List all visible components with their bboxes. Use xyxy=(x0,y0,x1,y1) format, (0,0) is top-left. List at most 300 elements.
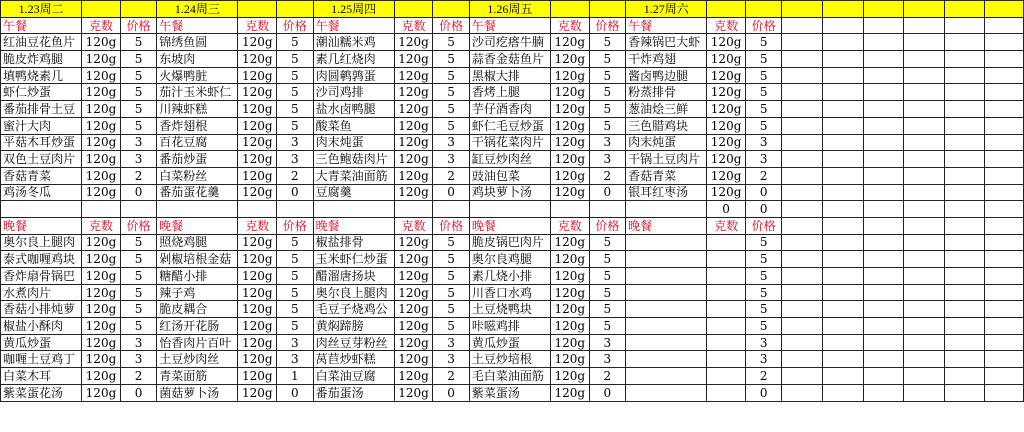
empty-cell[interactable] xyxy=(863,101,904,118)
dish-price[interactable]: 5 xyxy=(120,301,157,318)
dish-price[interactable]: 5 xyxy=(589,284,626,301)
lunch-label[interactable]: 午餐 xyxy=(469,17,550,34)
dish-price[interactable]: 0 xyxy=(277,384,314,401)
dish-grams[interactable]: 120g xyxy=(238,234,277,251)
dish-grams[interactable]: 120g xyxy=(551,384,590,401)
dish-name[interactable]: 紫菜蛋汤 xyxy=(469,384,550,401)
empty-cell[interactable] xyxy=(944,67,985,84)
dish-grams[interactable]: 120g xyxy=(82,151,121,168)
dish-name[interactable]: 葱油烩三鲜 xyxy=(626,101,707,118)
dish-grams[interactable]: 120g xyxy=(82,101,121,118)
dish-name[interactable]: 双色土豆肉片 xyxy=(1,151,82,168)
dish-name[interactable]: 香炸翅根 xyxy=(157,117,238,134)
empty-cell[interactable] xyxy=(985,384,1024,401)
empty-cell[interactable] xyxy=(707,284,746,301)
empty-cell[interactable] xyxy=(823,134,864,151)
empty-cell[interactable] xyxy=(944,368,985,385)
dish-price[interactable]: 5 xyxy=(433,34,470,51)
dish-grams[interactable]: 120g xyxy=(551,101,590,118)
empty-cell[interactable] xyxy=(823,384,864,401)
dish-price[interactable]: 5 xyxy=(277,67,314,84)
empty-cell[interactable] xyxy=(985,217,1024,234)
empty-cell[interactable] xyxy=(863,368,904,385)
empty-cell[interactable] xyxy=(985,151,1024,168)
lunch-label[interactable]: 午餐 xyxy=(626,17,707,34)
dish-price[interactable]: 5 xyxy=(277,51,314,68)
dish-name[interactable]: 沙司疙瘩牛腩 xyxy=(469,34,550,51)
price-label[interactable]: 价格 xyxy=(745,17,782,34)
dinner-label[interactable]: 晚餐 xyxy=(157,217,238,234)
dish-price[interactable]: 5 xyxy=(589,51,626,68)
empty-cell[interactable] xyxy=(904,67,945,84)
dish-name[interactable]: 三色腊鸡块 xyxy=(626,117,707,134)
grams-label[interactable]: 克数 xyxy=(82,17,121,34)
dish-grams[interactable]: 120g xyxy=(394,234,433,251)
dish-name[interactable]: 脆皮耦合 xyxy=(157,301,238,318)
empty-cell[interactable] xyxy=(944,34,985,51)
dish-name[interactable]: 三色鲍菇肉片 xyxy=(313,151,394,168)
empty-cell[interactable] xyxy=(707,251,746,268)
grams-label[interactable]: 克数 xyxy=(551,17,590,34)
dish-grams[interactable]: 120g xyxy=(82,67,121,84)
dish-grams[interactable]: 120g xyxy=(551,117,590,134)
empty-cell[interactable] xyxy=(904,184,945,201)
empty-cell[interactable] xyxy=(944,134,985,151)
dish-price[interactable]: 5 xyxy=(589,84,626,101)
empty-cell[interactable] xyxy=(120,201,157,218)
empty-cell[interactable] xyxy=(277,201,314,218)
grams-label[interactable]: 克数 xyxy=(551,217,590,234)
dish-grams[interactable]: 120g xyxy=(551,51,590,68)
empty-cell[interactable] xyxy=(944,167,985,184)
dish-name[interactable]: 剁椒培根金菇 xyxy=(157,251,238,268)
dish-name[interactable]: 照烧鸡腿 xyxy=(157,234,238,251)
empty-cell[interactable] xyxy=(626,351,707,368)
dish-grams[interactable]: 120g xyxy=(82,384,121,401)
empty-cell[interactable] xyxy=(782,151,823,168)
empty-cell[interactable] xyxy=(904,217,945,234)
empty-cell[interactable] xyxy=(985,234,1024,251)
day-header[interactable]: 1.25周四 xyxy=(313,1,394,18)
empty-cell[interactable] xyxy=(120,1,157,18)
dish-name[interactable]: 潮汕糯米鸡 xyxy=(313,34,394,51)
dish-name[interactable]: 脆皮炸鸡腿 xyxy=(1,51,82,68)
dish-grams[interactable]: 120g xyxy=(238,117,277,134)
dish-price[interactable]: 0 xyxy=(745,184,782,201)
empty-cell[interactable] xyxy=(863,134,904,151)
empty-cell[interactable] xyxy=(823,1,864,18)
empty-cell[interactable] xyxy=(626,384,707,401)
dish-price[interactable]: 5 xyxy=(277,284,314,301)
dish-grams[interactable]: 120g xyxy=(707,34,746,51)
empty-cell[interactable] xyxy=(823,167,864,184)
dish-grams[interactable]: 120g xyxy=(551,234,590,251)
empty-cell[interactable] xyxy=(626,284,707,301)
dish-name[interactable]: 虾仁炒蛋 xyxy=(1,84,82,101)
empty-cell[interactable] xyxy=(782,234,823,251)
dish-price[interactable]: 3 xyxy=(433,334,470,351)
dish-price[interactable]: 3 xyxy=(277,151,314,168)
empty-cell[interactable] xyxy=(394,201,433,218)
dish-grams[interactable]: 120g xyxy=(394,84,433,101)
empty-cell[interactable] xyxy=(985,101,1024,118)
dish-name[interactable]: 红汤开花肠 xyxy=(157,318,238,335)
empty-cell[interactable] xyxy=(863,268,904,285)
dinner-label[interactable]: 晚餐 xyxy=(1,217,82,234)
dish-price[interactable]: 3 xyxy=(433,151,470,168)
empty-cell[interactable] xyxy=(782,1,823,18)
dish-grams[interactable]: 120g xyxy=(394,51,433,68)
dish-name[interactable]: 肉丝豆芽粉丝 xyxy=(313,334,394,351)
empty-cell[interactable] xyxy=(782,268,823,285)
dish-name[interactable]: 豉油包菜 xyxy=(469,167,550,184)
dish-grams[interactable]: 120g xyxy=(238,67,277,84)
empty-cell[interactable] xyxy=(782,318,823,335)
empty-cell[interactable] xyxy=(863,17,904,34)
dish-price[interactable]: 5 xyxy=(745,268,782,285)
dinner-label[interactable]: 晚餐 xyxy=(469,217,550,234)
grams-label[interactable]: 克数 xyxy=(238,217,277,234)
dish-grams[interactable]: 120g xyxy=(82,184,121,201)
empty-cell[interactable] xyxy=(944,101,985,118)
dish-grams[interactable]: 120g xyxy=(551,301,590,318)
empty-cell[interactable] xyxy=(782,251,823,268)
dish-price[interactable]: 5 xyxy=(120,251,157,268)
dish-grams[interactable]: 120g xyxy=(394,318,433,335)
dish-grams[interactable]: 120g xyxy=(394,167,433,184)
dish-grams[interactable]: 120g xyxy=(551,84,590,101)
dish-name[interactable]: 黄焖蹄膀 xyxy=(313,318,394,335)
dish-price[interactable]: 5 xyxy=(589,251,626,268)
dish-name[interactable]: 干锅花菜肉片 xyxy=(469,134,550,151)
dish-name[interactable]: 平菇木耳炒蛋 xyxy=(1,134,82,151)
empty-cell[interactable] xyxy=(823,34,864,51)
empty-cell[interactable] xyxy=(985,167,1024,184)
price-label[interactable]: 价格 xyxy=(277,217,314,234)
dish-name[interactable]: 鸡汤冬瓜 xyxy=(1,184,82,201)
dish-name[interactable]: 番茄排骨土豆 xyxy=(1,101,82,118)
empty-cell[interactable] xyxy=(904,167,945,184)
empty-cell[interactable] xyxy=(782,284,823,301)
dish-grams[interactable]: 120g xyxy=(238,134,277,151)
empty-cell[interactable] xyxy=(863,284,904,301)
dish-grams[interactable]: 120g xyxy=(394,301,433,318)
empty-cell[interactable] xyxy=(82,201,121,218)
dish-price[interactable]: 5 xyxy=(433,101,470,118)
empty-cell[interactable] xyxy=(904,84,945,101)
empty-cell[interactable] xyxy=(863,334,904,351)
dish-price[interactable]: 5 xyxy=(277,34,314,51)
day-header[interactable]: 1.27周六 xyxy=(626,1,707,18)
dish-grams[interactable]: 120g xyxy=(707,84,746,101)
dish-grams[interactable]: 120g xyxy=(238,334,277,351)
empty-cell[interactable] xyxy=(313,201,394,218)
dish-grams[interactable]: 120g xyxy=(238,34,277,51)
dish-price[interactable]: 2 xyxy=(745,167,782,184)
empty-cell[interactable] xyxy=(782,384,823,401)
dish-grams[interactable]: 120g xyxy=(394,368,433,385)
dish-price[interactable]: 3 xyxy=(589,351,626,368)
dish-name[interactable]: 川香口水鸡 xyxy=(469,284,550,301)
dish-price[interactable]: 3 xyxy=(433,351,470,368)
empty-cell[interactable] xyxy=(469,201,550,218)
empty-cell[interactable] xyxy=(904,17,945,34)
dish-name[interactable]: 川辣虾糕 xyxy=(157,101,238,118)
empty-cell[interactable] xyxy=(904,201,945,218)
empty-cell[interactable] xyxy=(1,201,82,218)
dish-price[interactable]: 3 xyxy=(589,334,626,351)
price-label[interactable]: 价格 xyxy=(120,17,157,34)
dish-grams[interactable]: 120g xyxy=(394,67,433,84)
empty-cell[interactable] xyxy=(782,101,823,118)
empty-cell[interactable] xyxy=(944,1,985,18)
grams-label[interactable]: 克数 xyxy=(707,217,746,234)
dish-name[interactable]: 毛白菜油面筋 xyxy=(469,368,550,385)
dish-price[interactable]: 5 xyxy=(277,268,314,285)
dish-price[interactable]: 5 xyxy=(745,284,782,301)
empty-cell[interactable] xyxy=(985,17,1024,34)
dish-name[interactable]: 辣子鸡 xyxy=(157,284,238,301)
empty-cell[interactable] xyxy=(904,234,945,251)
dish-price[interactable]: 5 xyxy=(120,84,157,101)
empty-cell[interactable] xyxy=(277,1,314,18)
grams-label[interactable]: 克数 xyxy=(82,217,121,234)
dish-grams[interactable]: 120g xyxy=(82,334,121,351)
dish-price[interactable]: 5 xyxy=(120,318,157,335)
dish-price[interactable]: 0 xyxy=(120,184,157,201)
empty-cell[interactable] xyxy=(985,51,1024,68)
price-label[interactable]: 价格 xyxy=(433,217,470,234)
empty-cell[interactable] xyxy=(782,301,823,318)
empty-cell[interactable] xyxy=(782,167,823,184)
dish-price[interactable]: 5 xyxy=(589,101,626,118)
empty-cell[interactable] xyxy=(626,318,707,335)
dish-name[interactable]: 干锅土豆肉片 xyxy=(626,151,707,168)
day-header[interactable]: 1.24周三 xyxy=(157,1,238,18)
empty-cell[interactable] xyxy=(944,284,985,301)
dish-name[interactable]: 椒盐小酥肉 xyxy=(1,318,82,335)
empty-cell[interactable] xyxy=(707,1,746,18)
empty-cell[interactable] xyxy=(944,251,985,268)
dish-price[interactable]: 5 xyxy=(745,101,782,118)
empty-cell[interactable] xyxy=(863,351,904,368)
empty-cell[interactable] xyxy=(394,1,433,18)
dish-price[interactable]: 5 xyxy=(745,84,782,101)
empty-cell[interactable] xyxy=(904,251,945,268)
empty-cell[interactable] xyxy=(944,351,985,368)
dish-name[interactable]: 怡香肉片百叶 xyxy=(157,334,238,351)
empty-cell[interactable] xyxy=(944,334,985,351)
empty-cell[interactable] xyxy=(863,251,904,268)
empty-cell[interactable] xyxy=(823,184,864,201)
empty-cell[interactable] xyxy=(782,51,823,68)
dish-grams[interactable]: 120g xyxy=(551,268,590,285)
empty-cell[interactable] xyxy=(904,101,945,118)
empty-cell[interactable] xyxy=(626,234,707,251)
empty-cell[interactable] xyxy=(944,201,985,218)
dinner-label[interactable]: 晚餐 xyxy=(313,217,394,234)
dish-name[interactable]: 素几红烧肉 xyxy=(313,51,394,68)
empty-cell[interactable] xyxy=(823,17,864,34)
dish-name[interactable]: 土豆烧鸭块 xyxy=(469,301,550,318)
empty-cell[interactable] xyxy=(589,201,626,218)
empty-cell[interactable] xyxy=(904,334,945,351)
empty-cell[interactable] xyxy=(904,1,945,18)
dish-grams[interactable]: 120g xyxy=(394,351,433,368)
dish-price[interactable]: 5 xyxy=(589,117,626,134)
empty-cell[interactable] xyxy=(157,201,238,218)
empty-cell[interactable] xyxy=(823,251,864,268)
dish-name[interactable]: 紫菜蛋花汤 xyxy=(1,384,82,401)
dish-grams[interactable]: 120g xyxy=(394,117,433,134)
empty-cell[interactable] xyxy=(904,34,945,51)
empty-cell[interactable] xyxy=(823,284,864,301)
total-value[interactable]: 0 xyxy=(745,201,782,218)
empty-cell[interactable] xyxy=(985,351,1024,368)
grams-label[interactable]: 克数 xyxy=(394,217,433,234)
dish-price[interactable]: 0 xyxy=(277,184,314,201)
dish-name[interactable]: 酱卤鸭边腿 xyxy=(626,67,707,84)
dish-grams[interactable]: 120g xyxy=(551,167,590,184)
dish-price[interactable]: 5 xyxy=(433,234,470,251)
dish-name[interactable]: 素几烧小排 xyxy=(469,268,550,285)
empty-cell[interactable] xyxy=(782,217,823,234)
dish-name[interactable]: 咔嗞鸡排 xyxy=(469,318,550,335)
dish-name[interactable]: 银耳红枣汤 xyxy=(626,184,707,201)
dish-price[interactable]: 0 xyxy=(589,384,626,401)
dish-price[interactable]: 5 xyxy=(120,67,157,84)
dish-grams[interactable]: 120g xyxy=(82,251,121,268)
empty-cell[interactable] xyxy=(863,234,904,251)
empty-cell[interactable] xyxy=(823,301,864,318)
empty-cell[interactable] xyxy=(985,1,1024,18)
dish-price[interactable]: 3 xyxy=(120,134,157,151)
dish-name[interactable]: 菌菇萝卜汤 xyxy=(157,384,238,401)
dish-grams[interactable]: 120g xyxy=(82,51,121,68)
dish-price[interactable]: 5 xyxy=(433,301,470,318)
dish-name[interactable]: 黑椒大排 xyxy=(469,67,550,84)
empty-cell[interactable] xyxy=(863,51,904,68)
dish-grams[interactable]: 120g xyxy=(238,151,277,168)
empty-cell[interactable] xyxy=(944,234,985,251)
dish-name[interactable]: 填鸭烧素几 xyxy=(1,67,82,84)
empty-cell[interactable] xyxy=(904,384,945,401)
empty-cell[interactable] xyxy=(782,117,823,134)
empty-cell[interactable] xyxy=(589,1,626,18)
dish-name[interactable]: 红油豆花鱼片 xyxy=(1,34,82,51)
dish-name[interactable]: 奥尔良鸡腿 xyxy=(469,251,550,268)
empty-cell[interactable] xyxy=(782,334,823,351)
empty-cell[interactable] xyxy=(944,184,985,201)
empty-cell[interactable] xyxy=(823,67,864,84)
dish-grams[interactable]: 120g xyxy=(394,251,433,268)
dish-price[interactable]: 5 xyxy=(745,301,782,318)
dish-price[interactable]: 2 xyxy=(120,368,157,385)
dish-name[interactable]: 粉蒸排骨 xyxy=(626,84,707,101)
price-label[interactable]: 价格 xyxy=(745,217,782,234)
empty-cell[interactable] xyxy=(823,201,864,218)
dish-price[interactable]: 2 xyxy=(589,167,626,184)
dish-price[interactable]: 5 xyxy=(120,101,157,118)
empty-cell[interactable] xyxy=(863,201,904,218)
empty-cell[interactable] xyxy=(82,1,121,18)
dish-name[interactable]: 水煮肉片 xyxy=(1,284,82,301)
dish-grams[interactable]: 120g xyxy=(82,368,121,385)
dish-name[interactable]: 东坡肉 xyxy=(157,51,238,68)
dish-price[interactable]: 5 xyxy=(277,84,314,101)
dish-price[interactable]: 3 xyxy=(589,134,626,151)
dish-grams[interactable]: 120g xyxy=(394,101,433,118)
empty-cell[interactable] xyxy=(863,1,904,18)
dish-price[interactable]: 5 xyxy=(745,117,782,134)
dish-name[interactable]: 糖醋小排 xyxy=(157,268,238,285)
empty-cell[interactable] xyxy=(823,351,864,368)
dish-name[interactable]: 椒盐排骨 xyxy=(313,234,394,251)
dish-grams[interactable]: 120g xyxy=(707,151,746,168)
empty-cell[interactable] xyxy=(782,34,823,51)
dish-price[interactable]: 5 xyxy=(745,234,782,251)
dish-price[interactable]: 5 xyxy=(589,234,626,251)
dish-name[interactable]: 豆腐羹 xyxy=(313,184,394,201)
dish-grams[interactable]: 120g xyxy=(238,184,277,201)
dish-price[interactable]: 1 xyxy=(277,368,314,385)
dish-grams[interactable]: 120g xyxy=(82,34,121,51)
dish-grams[interactable]: 120g xyxy=(551,134,590,151)
dish-grams[interactable]: 120g xyxy=(394,151,433,168)
empty-cell[interactable] xyxy=(626,334,707,351)
dish-price[interactable]: 5 xyxy=(120,268,157,285)
dish-name[interactable]: 肉末炖蛋 xyxy=(313,134,394,151)
empty-cell[interactable] xyxy=(823,217,864,234)
dish-price[interactable]: 3 xyxy=(277,351,314,368)
dish-price[interactable]: 3 xyxy=(120,351,157,368)
dish-price[interactable]: 5 xyxy=(589,268,626,285)
dish-grams[interactable]: 120g xyxy=(551,334,590,351)
total-value[interactable]: 0 xyxy=(707,201,746,218)
empty-cell[interactable] xyxy=(944,384,985,401)
dish-name[interactable]: 茄汁玉米虾仁 xyxy=(157,84,238,101)
dish-name[interactable]: 酸菜鱼 xyxy=(313,117,394,134)
dish-price[interactable]: 3 xyxy=(589,151,626,168)
dish-price[interactable]: 5 xyxy=(745,51,782,68)
price-label[interactable]: 价格 xyxy=(589,217,626,234)
empty-cell[interactable] xyxy=(904,301,945,318)
dish-name[interactable]: 锦绣鱼圆 xyxy=(157,34,238,51)
dish-name[interactable]: 奥尔良上腿肉 xyxy=(1,234,82,251)
dinner-label[interactable]: 晚餐 xyxy=(626,217,707,234)
dish-price[interactable]: 5 xyxy=(433,117,470,134)
dish-price[interactable]: 2 xyxy=(277,167,314,184)
dish-grams[interactable]: 120g xyxy=(551,368,590,385)
dish-grams[interactable]: 120g xyxy=(238,51,277,68)
empty-cell[interactable] xyxy=(863,117,904,134)
empty-cell[interactable] xyxy=(823,117,864,134)
empty-cell[interactable] xyxy=(863,34,904,51)
dish-name[interactable]: 香炸扇骨锅巴 xyxy=(1,268,82,285)
dish-grams[interactable]: 120g xyxy=(707,117,746,134)
dish-price[interactable]: 5 xyxy=(277,251,314,268)
dish-price[interactable]: 5 xyxy=(120,284,157,301)
dish-price[interactable]: 0 xyxy=(433,384,470,401)
empty-cell[interactable] xyxy=(782,368,823,385)
empty-cell[interactable] xyxy=(904,51,945,68)
dish-grams[interactable]: 120g xyxy=(551,184,590,201)
dish-grams[interactable]: 120g xyxy=(82,234,121,251)
dish-grams[interactable]: 120g xyxy=(707,67,746,84)
dish-price[interactable]: 5 xyxy=(277,117,314,134)
dish-name[interactable]: 番茄蛋汤 xyxy=(313,384,394,401)
empty-cell[interactable] xyxy=(985,184,1024,201)
